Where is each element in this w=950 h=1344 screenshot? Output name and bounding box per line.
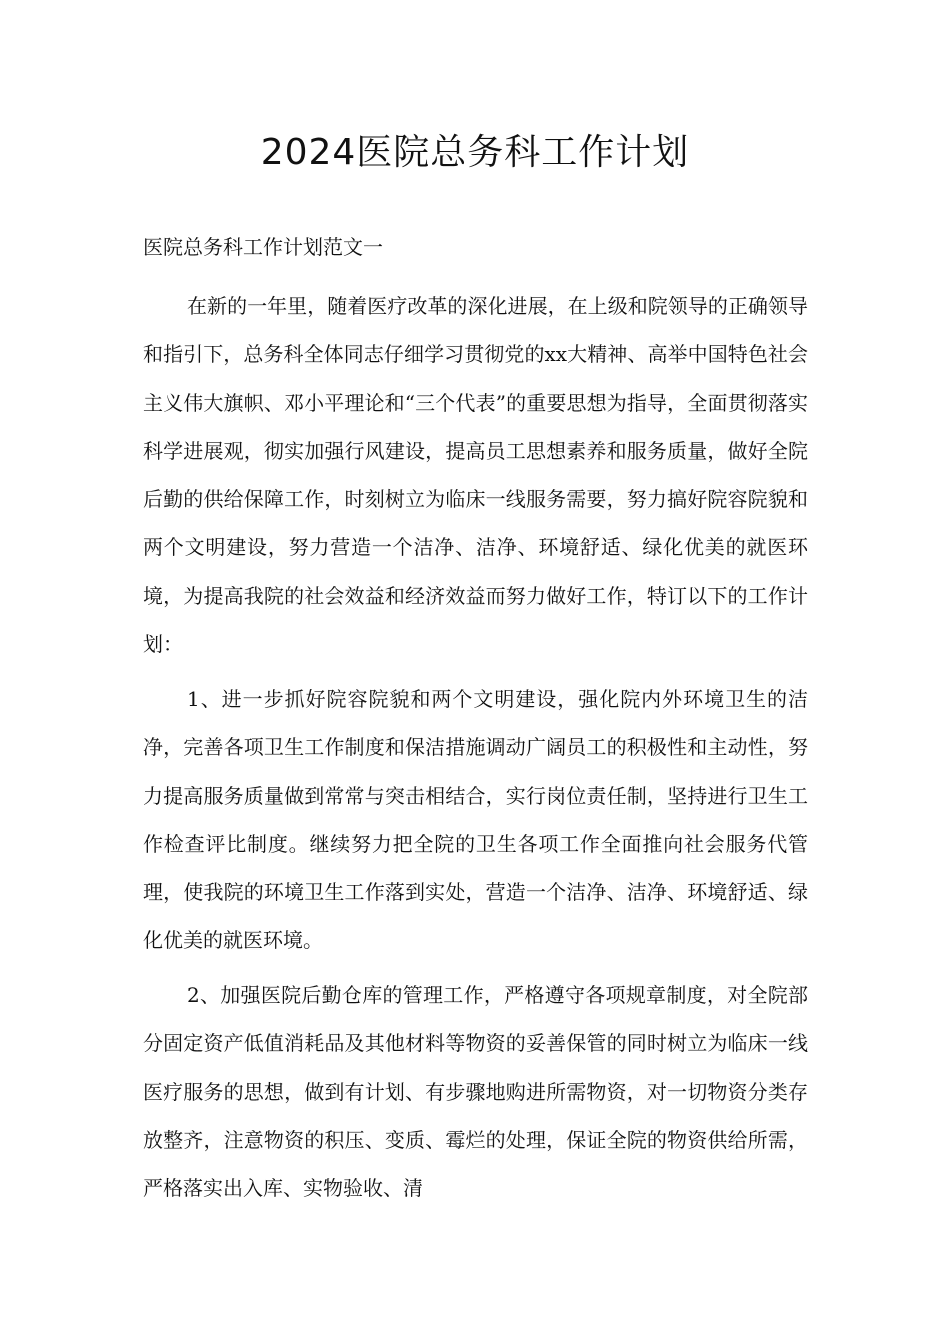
paragraph-item-1: 1、进一步抓好院容院貌和两个文明建设，强化院内外环境卫生的洁净，完善各项卫生工作制度和保洁措施调动广阔员工的积极性和主动性，努力提高服务质量做到常常与突击相结合，实行岗位责任制，坚持进行卫生工作检查评比制度。继续努力把全院的卫生各项工作全面推向社会服务代管理，使我院的环境卫生工作落到实处，营造一个洁净、洁净、环境舒适、绿化优美的就医环境。 [143, 687, 808, 953]
paragraph-item-2: 2、加强医院后勤仓库的管理工作，严格遵守各项规章制度，对全院部分固定资产低值消耗品及其他材料等物资的妥善保管的同时树立为临床一线医疗服务的思想，做到有计划、有步骤地购进所需物资，对一切物资分类存放整齐，注意物资的积压、变质、霉烂的处理，保证全院的物资供给所需，严格落实出入库、实物验收、清 [143, 983, 808, 1201]
document-subtitle: 医院总务科工作计划范文一 [143, 235, 383, 259]
document-title: 2024医院总务科工作计划 [260, 132, 690, 173]
paragraph-intro: 在新的一年里，随着医疗改革的深化进展，在上级和院领导的正确领导和指引下，总务科全体同志仔细学习贯彻党的xx大精神、高举中国特色社会主义伟大旗帜、邓小平理论和“三个代表”的重要思想为指导，全面贯彻落实科学进展观，彻实加强行风建设，提高员工思想素养和服务质量，做好全院后勤的供给保障工作，时刻树立为临床一线服务需要，努力搞好院容院貌和两个文明建设，努力营造一个洁净、洁净、环境舒适、绿化优美的就医环境，为提高我院的社会效益和经济效益而努力做好工作，特订以下的工作计划： [143, 294, 808, 657]
